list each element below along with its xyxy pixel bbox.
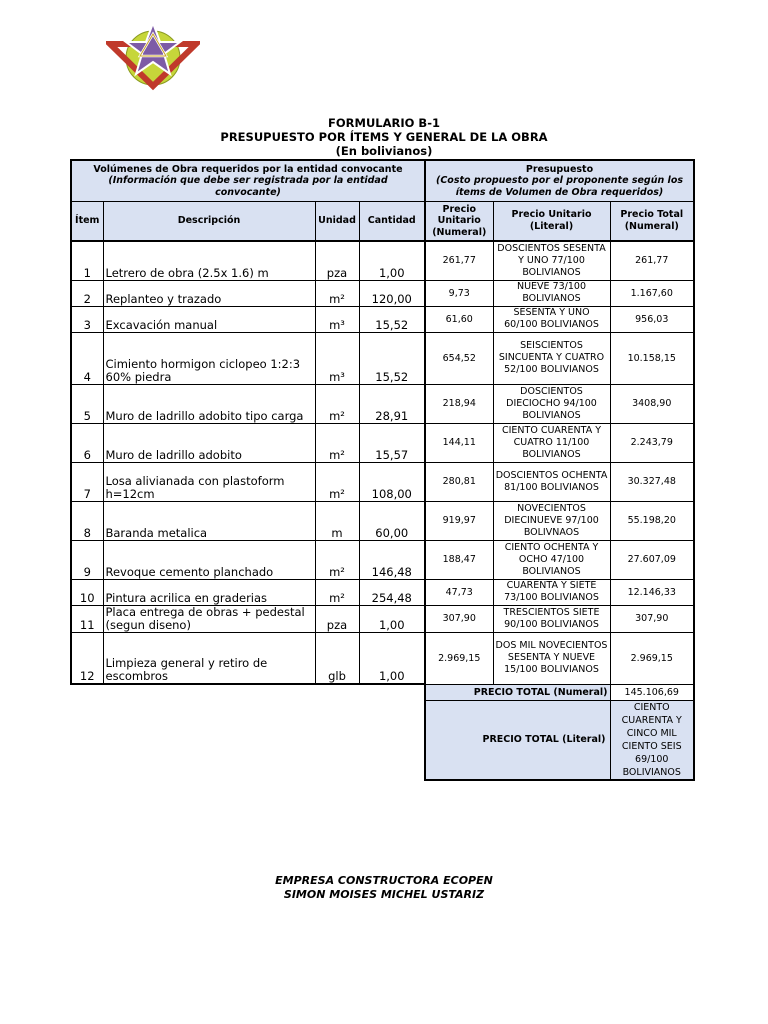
ecopen-emblem-icon (106, 20, 200, 92)
row-unit-price-numeral: 218,94 (425, 384, 493, 423)
table-row (71, 332, 694, 384)
col-header-description: Descripción (103, 201, 315, 241)
row-total-price: 261,77 (610, 241, 694, 280)
table-row (71, 423, 694, 462)
row-quantity: 28,91 (359, 384, 425, 423)
row-description: Muro de ladrillo adobito tipo carga (103, 384, 315, 423)
row-description: Cimiento hormigon ciclopeo 1:2:3 60% piedra (103, 332, 315, 384)
signer-name: SIMON MOISES MICHEL USTARIZ (283, 888, 485, 901)
currency-note: (En bolivianos) (335, 144, 433, 158)
row-description: Replanteo y trazado (103, 280, 315, 306)
signature-block (0, 874, 768, 902)
form-code: FORMULARIO B-1 (328, 116, 440, 130)
table-row (71, 384, 694, 423)
row-unit: m² (315, 423, 359, 462)
row-item-number: 6 (71, 423, 103, 462)
row-unit: m² (315, 579, 359, 605)
form-title: PRESUPUESTO POR ÍTEMS Y GENERAL DE LA OBRA (220, 130, 548, 144)
row-unit-price-numeral: 9,73 (425, 280, 493, 306)
row-quantity: 146,48 (359, 540, 425, 579)
row-unit-price-literal: NUEVE 73/100 BOLIVIANOS (493, 280, 610, 306)
col-header-item: Ítem (71, 201, 103, 241)
row-unit: m³ (315, 332, 359, 384)
row-item-number: 2 (71, 280, 103, 306)
table-row (71, 241, 694, 280)
row-item-number: 10 (71, 579, 103, 605)
row-total-price: 2.243,79 (610, 423, 694, 462)
row-quantity: 1,00 (359, 605, 425, 632)
row-unit: m² (315, 462, 359, 501)
row-item-number: 8 (71, 501, 103, 540)
row-unit: m (315, 501, 359, 540)
row-description: Baranda metalica (103, 501, 315, 540)
row-quantity: 1,00 (359, 241, 425, 280)
col-header-total-price: Precio Total (Numeral) (610, 201, 694, 241)
row-unit-price-literal: DOSCIENTOS OCHENTA 81/100 BOLIVIANOS (493, 462, 610, 501)
row-total-price: 2.969,15 (610, 632, 694, 684)
row-item-number: 5 (71, 384, 103, 423)
row-unit-price-numeral: 188,47 (425, 540, 493, 579)
row-unit: m² (315, 540, 359, 579)
budget-header: Presupuesto (Costo propuesto por el proponente según los ítems de Volumen de Obra requeridos) (425, 160, 694, 201)
col-header-unit-price-numeral: Precio Unitario (Numeral) (425, 201, 493, 241)
table-row (71, 579, 694, 605)
row-unit-price-numeral: 919,97 (425, 501, 493, 540)
total-literal-label: PRECIO TOTAL (Literal) (425, 700, 610, 780)
row-quantity: 120,00 (359, 280, 425, 306)
row-quantity: 60,00 (359, 501, 425, 540)
row-unit-price-numeral: 654,52 (425, 332, 493, 384)
budget-table (70, 159, 695, 781)
budget-note: (Costo propuesto por el proponente según los ítems de Volumen de Obra requeridos) (435, 175, 683, 198)
row-unit: m² (315, 384, 359, 423)
row-description: Placa entrega de obras + pedestal (segun diseno) (103, 605, 315, 632)
row-quantity: 254,48 (359, 579, 425, 605)
total-numeral-label: PRECIO TOTAL (Numeral) (425, 684, 610, 700)
row-item-number: 4 (71, 332, 103, 384)
row-unit-price-numeral: 280,81 (425, 462, 493, 501)
row-unit-price-literal: CIENTO OCHENTA Y OCHO 47/100 BOLIVIANOS (493, 540, 610, 579)
col-header-unit-price-literal: Precio Unitario (Literal) (493, 201, 610, 241)
row-item-number: 3 (71, 306, 103, 332)
row-item-number: 7 (71, 462, 103, 501)
row-total-price: 55.198,20 (610, 501, 694, 540)
row-total-price: 3408,90 (610, 384, 694, 423)
row-unit-price-numeral: 2.969,15 (425, 632, 493, 684)
row-total-price: 27.607,09 (610, 540, 694, 579)
row-description: Letrero de obra (2.5x 1.6) m (103, 241, 315, 280)
table-row (71, 306, 694, 332)
row-quantity: 108,00 (359, 462, 425, 501)
required-volumes-note: (Información que debe ser registrada por la entidad convocante) (108, 175, 388, 198)
row-unit: m² (315, 280, 359, 306)
row-description: Losa alivianada con plastoform h=12cm (103, 462, 315, 501)
row-quantity: 15,52 (359, 332, 425, 384)
row-unit: pza (315, 241, 359, 280)
row-unit-price-numeral: 307,90 (425, 605, 493, 632)
total-literal-value: CIENTO CUARENTA Y CINCO MIL CIENTO SEIS 69/100 BOLIVIANOS (610, 700, 694, 780)
row-unit-price-numeral: 144,11 (425, 423, 493, 462)
row-total-price: 30.327,48 (610, 462, 694, 501)
total-numeral-value: 145.106,69 (610, 684, 694, 700)
row-description: Muro de ladrillo adobito (103, 423, 315, 462)
row-unit: glb (315, 632, 359, 684)
row-total-price: 307,90 (610, 605, 694, 632)
row-total-price: 1.167,60 (610, 280, 694, 306)
row-unit-price-numeral: 61,60 (425, 306, 493, 332)
row-unit-price-literal: SEISCIENTOS SINCUENTA Y CUATRO 52/100 BOLIVIANOS (493, 332, 610, 384)
row-quantity: 15,52 (359, 306, 425, 332)
row-quantity: 15,57 (359, 423, 425, 462)
form-title-block (0, 116, 768, 158)
row-unit-price-literal: SESENTA Y UNO 60/100 BOLIVIANOS (493, 306, 610, 332)
budget-rows (71, 241, 694, 684)
table-row (71, 632, 694, 684)
row-total-price: 956,03 (610, 306, 694, 332)
col-header-unit: Unidad (315, 201, 359, 241)
table-row (71, 605, 694, 632)
row-unit-price-literal: DOS MIL NOVECIENTOS SESENTA Y NUEVE 15/100 BOLIVIANOS (493, 632, 610, 684)
row-unit: pza (315, 605, 359, 632)
row-unit-price-literal: NOVECIENTOS DIECINUEVE 97/100 BOLIVNAOS (493, 501, 610, 540)
row-unit-price-numeral: 47,73 (425, 579, 493, 605)
row-description: Revoque cemento planchado (103, 540, 315, 579)
row-unit: m³ (315, 306, 359, 332)
table-row (71, 280, 694, 306)
row-unit-price-numeral: 261,77 (425, 241, 493, 280)
company-logo (106, 20, 200, 92)
required-volumes-header: Volúmenes de Obra requeridos por la entidad convocante (Información que debe ser registrada por la entidad convocante) (71, 160, 425, 201)
row-description: Excavación manual (103, 306, 315, 332)
table-row (71, 462, 694, 501)
row-unit-price-literal: CIENTO CUARENTA Y CUATRO 11/100 BOLIVIANOS (493, 423, 610, 462)
row-unit-price-literal: TRESCIENTOS SIETE 90/100 BOLIVIANOS (493, 605, 610, 632)
row-description: Pintura acrilica en graderias (103, 579, 315, 605)
row-unit-price-literal: DOSCIENTOS DIECIOCHO 94/100 BOLIVIANOS (493, 384, 610, 423)
row-total-price: 12.146,33 (610, 579, 694, 605)
row-item-number: 12 (71, 632, 103, 684)
table-row (71, 501, 694, 540)
row-total-price: 10.158,15 (610, 332, 694, 384)
row-item-number: 9 (71, 540, 103, 579)
row-description: Limpieza general y retiro de escombros (103, 632, 315, 684)
row-item-number: 1 (71, 241, 103, 280)
row-unit-price-literal: DOSCIENTOS SESENTA Y UNO 77/100 BOLIVIANOS (493, 241, 610, 280)
col-header-quantity: Cantidad (359, 201, 425, 241)
row-unit-price-literal: CUARENTA Y SIETE 73/100 BOLIVIANOS (493, 579, 610, 605)
table-row (71, 540, 694, 579)
company-name: EMPRESA CONSTRUCTORA ECOPEN (275, 874, 493, 887)
row-quantity: 1,00 (359, 632, 425, 684)
row-item-number: 11 (71, 605, 103, 632)
